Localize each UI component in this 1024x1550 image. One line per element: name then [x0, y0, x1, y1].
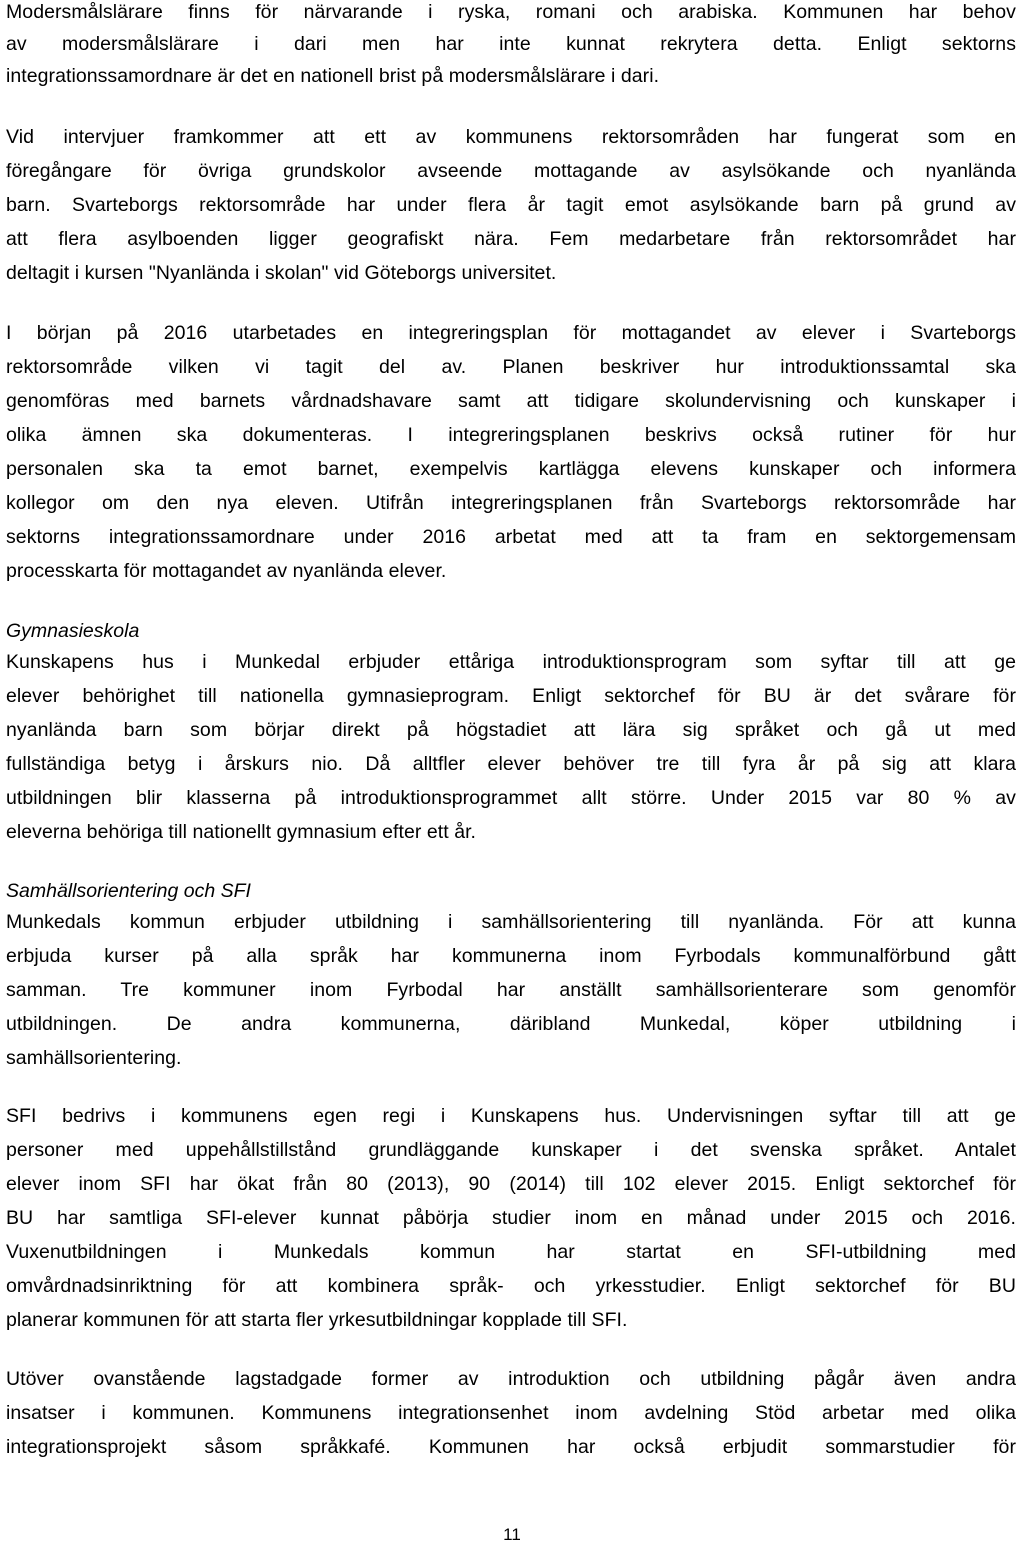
paragraph-5-line-4: utbildningen. De andra kommunerna, däribland Munkedal, köper utbildning i: [6, 1013, 1016, 1035]
paragraph-7-line-1: Utöver ovanstående lagstadgade former av introduktion och utbildning pågår även andra: [6, 1368, 1016, 1390]
paragraph-6-line-6: omvårdnadsinriktning för att kombinera språk- och yrkesstudier. Enligt sektorchef för BU: [6, 1275, 1016, 1297]
paragraph-2-line-1: Vid intervjuer framkommer att ett av kommunens rektorsområden har fungerat som en: [6, 126, 1016, 148]
section-heading-samhallsorientering-sfi: Samhällsorientering och SFI: [6, 880, 251, 902]
paragraph-6-line-1: SFI bedrivs i kommunens egen regi i Kunskapens hus. Undervisningen syftar till att ge: [6, 1105, 1016, 1127]
paragraph-3-line-6: kollegor om den nya eleven. Utifrån integreringsplanen från Svarteborgs rektorsområde har: [6, 492, 1016, 514]
paragraph-3-line-8: processkarta för mottagandet av nyanlända elever.: [6, 560, 447, 582]
paragraph-6-line-2: personer med uppehållstillstånd grundläggande kunskaper i det svenska språket. Antalet: [6, 1139, 1016, 1161]
paragraph-3-line-5: personalen ska ta emot barnet, exempelvis kartlägga elevens kunskaper och informera: [6, 458, 1016, 480]
paragraph-5-line-3: samman. Tre kommuner inom Fyrbodal har anställt samhällsorienterare som genomför: [6, 979, 1016, 1001]
paragraph-7-line-2: insatser i kommunen. Kommunens integrationsenhet inom avdelning Stöd arbetar med olika: [6, 1402, 1016, 1424]
paragraph-5-line-2: erbjuda kurser på alla språk har kommunerna inom Fyrbodals kommunalförbund gått: [6, 945, 1016, 967]
paragraph-5-line-5: samhällsorientering.: [6, 1047, 182, 1069]
paragraph-1-line-1: Modersmålslärare finns för närvarande i ryska, romani och arabiska. Kommunen har behov: [6, 1, 1016, 23]
paragraph-7-line-3: integrationsprojekt såsom språkkafé. Kommunen har också erbjudit sommarstudier för: [6, 1436, 1016, 1458]
paragraph-6-line-4: BU har samtliga SFI-elever kunnat påbörja studier inom en månad under 2015 och 2016.: [6, 1207, 1016, 1229]
paragraph-4-line-4: fullständiga betyg i årskurs nio. Då alltfler elever behöver tre till fyra år på sig att klara: [6, 753, 1016, 775]
paragraph-1-line-2: av modersmålslärare i dari men har inte kunnat rekrytera detta. Enligt sektorns: [6, 33, 1016, 55]
paragraph-1-line-3: integrationssamordnare är det en nationell brist på modersmålslärare i dari.: [6, 65, 660, 87]
paragraph-4-line-3: nyanlända barn som börjar direkt på högstadiet att lära sig språket och gå ut med: [6, 719, 1016, 741]
page-number: 11: [503, 1525, 521, 1544]
paragraph-3-line-3: genomföras med barnets vårdnadshavare samt att tidigare skolundervisning och kunskaper i: [6, 390, 1016, 412]
paragraph-2-line-5: deltagit i kursen "Nyanlända i skolan" vid Göteborgs universitet.: [6, 262, 557, 284]
paragraph-6-line-5: Vuxenutbildningen i Munkedals kommun har startat en SFI-utbildning med: [6, 1241, 1016, 1263]
paragraph-6-line-3: elever inom SFI har ökat från 80 (2013), 90 (2014) till 102 elever 2015. Enligt sektorchef för: [6, 1173, 1016, 1195]
paragraph-4-line-6: eleverna behöriga till nationellt gymnasium efter ett år.: [6, 821, 477, 843]
paragraph-4-line-5: utbildningen blir klasserna på introduktionsprogrammet allt större. Under 2015 var 80 % av: [6, 787, 1016, 809]
paragraph-6-line-7: planerar kommunen för att starta fler yrkesutbildningar kopplade till SFI.: [6, 1309, 628, 1331]
paragraph-3-line-1: I början på 2016 utarbetades en integreringsplan för mottagandet av elever i Svarteborgs: [6, 322, 1016, 344]
paragraph-2-line-2: föregångare för övriga grundskolor avseende mottagande av asylsökande och nyanlända: [6, 160, 1016, 182]
paragraph-2-line-4: att flera asylboenden ligger geografiskt nära. Fem medarbetare från rektorsområdet har: [6, 228, 1016, 250]
paragraph-4-line-2: elever behörighet till nationella gymnasieprogram. Enligt sektorchef för BU är det svårare för: [6, 685, 1016, 707]
paragraph-3-line-2: rektorsområde vilken vi tagit del av. Planen beskriver hur introduktionssamtal ska: [6, 356, 1016, 378]
paragraph-4-line-1: Kunskapens hus i Munkedal erbjuder ettåriga introduktionsprogram som syftar till att ge: [6, 651, 1016, 673]
paragraph-3-line-4: olika ämnen ska dokumenteras. I integreringsplanen beskrivs också rutiner för hur: [6, 424, 1016, 446]
paragraph-5-line-1: Munkedals kommun erbjuder utbildning i samhällsorientering till nyanlända. För att kunna: [6, 911, 1016, 933]
section-heading-gymnasieskola: Gymnasieskola: [6, 620, 140, 642]
paragraph-3-line-7: sektorns integrationssamordnare under 2016 arbetat med att ta fram en sektorgemensam: [6, 526, 1016, 548]
paragraph-2-line-3: barn. Svarteborgs rektorsområde har under flera år tagit emot asylsökande barn på grund av: [6, 194, 1016, 216]
